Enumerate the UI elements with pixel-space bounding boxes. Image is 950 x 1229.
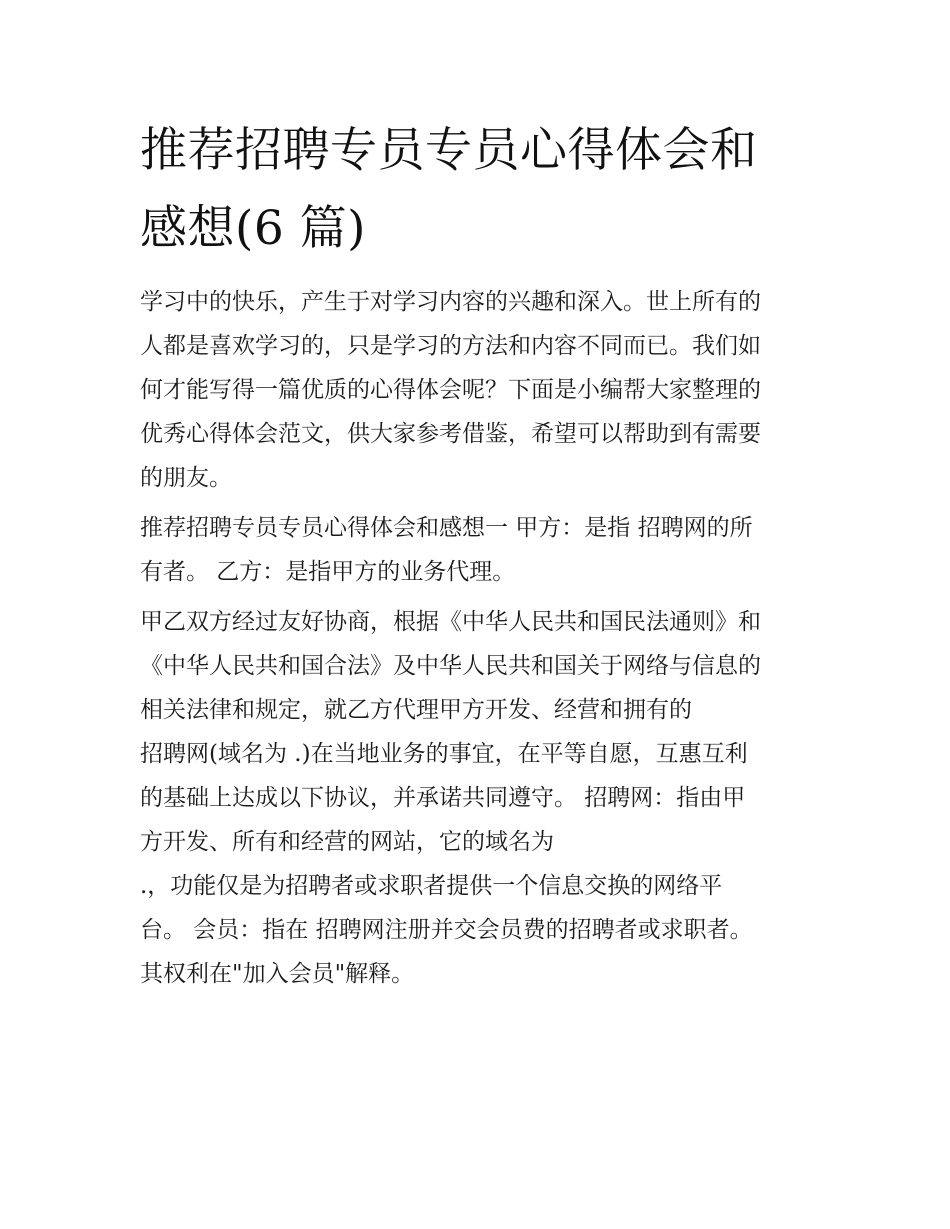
text-line: 人都是喜欢学习的，只是学习的方法和内容不同而已。我们如	[140, 333, 761, 359]
text-line: 优秀心得体会范文，供大家参考借鉴，希望可以帮助到有需要	[140, 421, 761, 447]
document-body	[140, 280, 830, 1002]
text-line: 的基础上达成以下协议，并承诺共同遵守。 招聘网：指由甲	[140, 785, 746, 811]
text-line: 方开发、所有和经营的网站，它的域名为	[140, 829, 554, 855]
paragraph-section-one	[140, 506, 830, 594]
document-title	[140, 112, 830, 268]
text-line: 学习中的快乐，产生于对学习内容的兴趣和深入。世上所有的	[140, 289, 761, 315]
text-line: 甲乙双方经过友好协商，根据《中华人民共和国民法通则》和	[140, 609, 761, 635]
text-line: 推荐招聘专员专员心得体会和感想一 甲方：是指 招聘网的所	[140, 515, 753, 541]
text-line: 招聘网(域名为 .)在当地业务的事宜，在平等自愿，互惠互利	[140, 741, 748, 767]
text-line: 相关法律和规定，就乙方代理甲方开发、经营和拥有的	[140, 697, 692, 723]
text-line: 其权利在"加入会员"解释。	[140, 961, 415, 987]
text-line: 台。 会员：指在 招聘网注册并交会员费的招聘者或求职者。	[140, 917, 753, 943]
text-line: 《中华人民共和国合法》及中华人民共和国关于网络与信息的	[140, 653, 761, 679]
text-line: 的朋友。	[140, 465, 232, 491]
text-line: .，功能仅是为招聘者或求职者提供一个信息交换的网络平	[140, 873, 723, 899]
text-line: 有者。 乙方：是指甲方的业务代理。	[140, 559, 516, 585]
paragraph-agreement	[140, 600, 830, 996]
title-line: 推荐招聘专员专员心得体会和	[140, 123, 758, 178]
paragraph-intro	[140, 280, 830, 500]
title-line: 感想(6 篇)	[140, 201, 367, 256]
text-line: 何才能写得一篇优质的心得体会呢？下面是小编帮大家整理的	[140, 377, 761, 403]
